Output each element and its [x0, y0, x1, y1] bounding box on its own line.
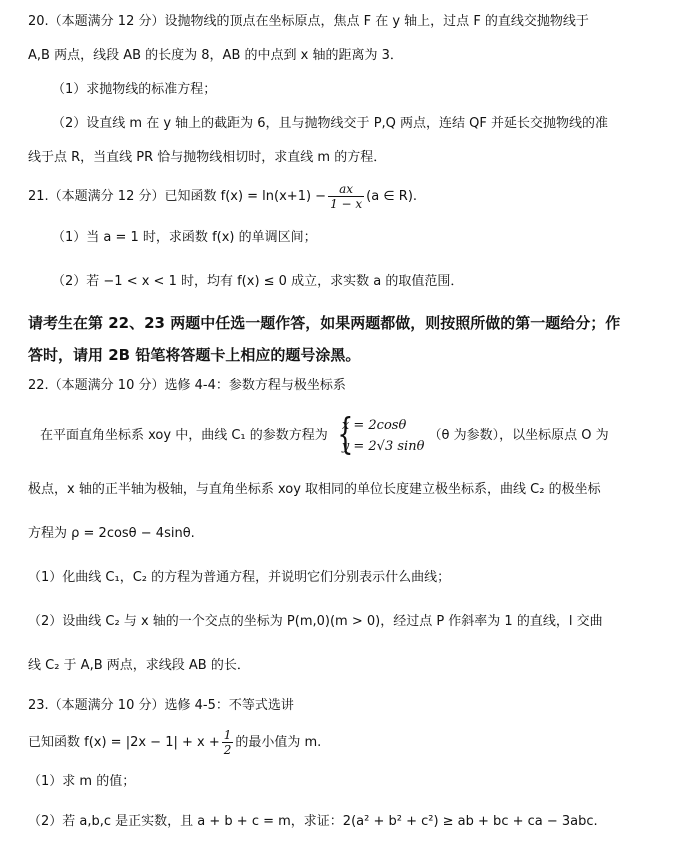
q22-parametric-system — [332, 408, 425, 458]
q23-stem-pre: 已知函数 f(x) = |2x − 1| + x + — [28, 735, 220, 750]
q23-part-2: （2）若 a,b,c 是正实数，且 a + b + c = m，求证：2(a² + b² + c²) ≥ ab + bc + ca − 3abc. — [28, 814, 598, 829]
q21-stem-tail: (a ∈ R). — [366, 189, 418, 204]
q20-line-2: A,B 两点，线段 AB 的长度为 8，AB 的中点到 x 轴的距离为 3． — [28, 48, 403, 63]
q23-part-1: （1）求 m 的值； — [28, 774, 136, 789]
q22-stem-post: （θ 为参数），以坐标原点 O 为 — [428, 428, 609, 443]
q21-fraction-denominator: 1 − x — [330, 197, 363, 211]
q23-fraction — [222, 728, 234, 757]
q21-part-2: （2）若 −1 < x < 1 时，均有 f(x) ≤ 0 成立，求实数 a 的取值范围． — [52, 274, 464, 289]
optional-notice-line-1: 请考生在第 22、23 两题中任选一题作答，如果两题都做，则按照所做的第一题给分；作 — [28, 314, 621, 332]
q21-stem-head: 21.（本题满分 12 分）已知函数 f(x) = ln(x+1) − — [28, 189, 327, 204]
q20-part-2-line-2: 线于点 R，当直线 PR 恰与抛物线相切时，求直线 m 的方程． — [28, 150, 387, 165]
q23-fraction-denominator: 2 — [223, 743, 232, 757]
q20-line-1: 20.（本题满分 12 分）设抛物线的顶点在坐标原点，焦点 F 在 y 轴上，过点 F 的直线交抛物线于 — [28, 14, 589, 29]
q22-eq-y: y = 2√3 sinθ — [341, 438, 425, 454]
q22-stem-line-2: 极点，x 轴的正半轴为极轴，与直角坐标系 xoy 取相同的单位长度建立极坐标系，曲线 C₂ 的极坐标 — [28, 482, 601, 497]
q22-eq-x: x = 2cosθ — [341, 417, 407, 433]
q22-stem-line-1 — [40, 408, 676, 460]
q22-part-2-line-1: （2）设曲线 C₂ 与 x 轴的一个交点的坐标为 P(m,0)(m > 0)，经过点 P 作斜率为 1 的直线，l 交曲 — [28, 614, 603, 629]
q23-fraction-numerator: 1 — [223, 728, 232, 742]
q22-part-1: （1）化曲线 C₁，C₂ 的方程为普通方程，并说明它们分别表示什么曲线； — [28, 570, 451, 585]
q22-stem-pre: 在平面直角坐标系 xoy 中，曲线 C₁ 的参数方程为 — [40, 428, 328, 443]
q21-stem — [28, 182, 676, 212]
q23-heading: 23.（本题满分 10 分）选修 4-5：不等式选讲 — [28, 698, 294, 713]
q22-part-2-line-2: 线 C₂ 于 A,B 两点，求线段 AB 的长． — [28, 658, 250, 673]
q23-stem-post: 的最小值为 m. — [235, 735, 322, 750]
q21-fraction-numerator: ax — [328, 182, 364, 197]
q22-stem-line-3: 方程为 ρ = 2cosθ − 4sinθ. — [28, 526, 195, 541]
q20-part-1: （1）求抛物线的标准方程； — [52, 82, 217, 97]
q21-fraction — [328, 182, 364, 211]
optional-notice-line-2: 答时，请用 2B 铅笔将答题卡上相应的题号涂黑。 — [28, 346, 361, 364]
q20-part-2-line-1: （2）设直线 m 在 y 轴上的截距为 6，且与抛物线交于 P,Q 两点，连结 QF 并延长交抛物线的准 — [52, 116, 609, 131]
q21-part-1: （1）当 a = 1 时，求函数 f(x) 的单调区间； — [52, 230, 317, 245]
left-brace-icon: { — [337, 408, 354, 458]
q23-stem — [28, 728, 676, 758]
q22-heading: 22.（本题满分 10 分）选修 4-4：参数方程与极坐标系 — [28, 378, 346, 393]
